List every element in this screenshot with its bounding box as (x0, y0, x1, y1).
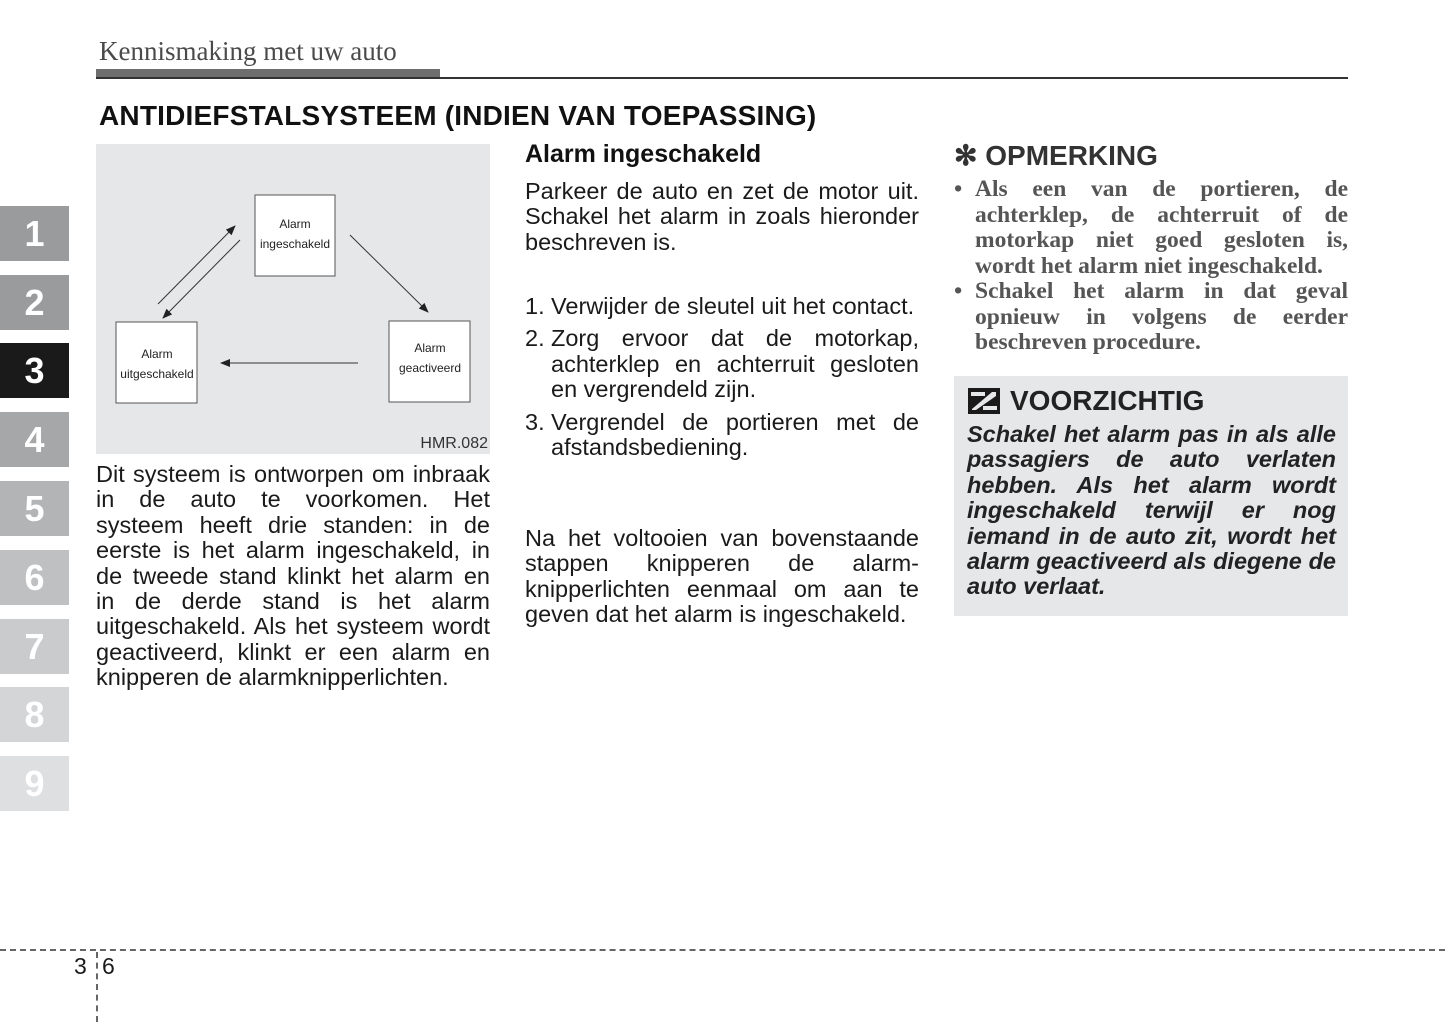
page-number: 6 (102, 953, 115, 979)
chapter-tab-label: 5 (24, 487, 45, 529)
note-heading (954, 139, 1158, 172)
state-triggered-line2: geactiveerd (398, 361, 462, 375)
note-item (954, 177, 1348, 279)
bullet-icon: • (954, 176, 963, 202)
state-box-on (255, 195, 335, 276)
chapter-tab-6[interactable] (0, 550, 69, 605)
step-number: 2. (525, 325, 545, 352)
chapter-tab-5[interactable] (0, 481, 69, 536)
chapter-tab-label: 1 (24, 212, 45, 254)
chapter-tab-label: 8 (24, 693, 45, 735)
caution-heading-text: VOORZICHTIG (1010, 385, 1205, 416)
state-off-line2: uitgeschakeld (120, 367, 194, 381)
step-number: 3. (525, 408, 545, 435)
alarm-on-outro: Na het voltooien van bovenstaande stappen knipperen de alarm-knipperlichten eenmaal om aan te geven dat het alarm is ingeschakeld. (525, 525, 919, 628)
header-rule (96, 77, 1348, 79)
arrow-on-to-triggered (350, 235, 428, 312)
chapter-tab-label: 2 (24, 281, 45, 323)
alarm-on-intro: Parkeer de auto en zet de motor uit. Schakel het alarm in zoals hieronder beschreven is. (525, 178, 919, 255)
note-item (954, 279, 1348, 356)
caution-text: Schakel het alarm pas in als alle passagiers de auto verlaten hebben. Als het alarm wordt ingeschakeld terwijl er nog iemand in de auto zit, wordt het alarm geactiveerd als diegene de auto verlaat. (967, 421, 1336, 600)
subsection-heading: Alarm ingeschakeld (525, 140, 762, 168)
arrow-on-to-off (163, 240, 240, 318)
intro-paragraph: Dit systeem is ontworpen om inbraak in de auto te voorkomen. Het systeem heeft drie standen: in de eerste is het alarm ingeschakeld, in de tweede stand klinkt het alarm en in de derde stand is het alarm uitgeschakeld. Als het systeem wordt geactiveerd, klinkt er een alarm en knipperen de alarmknipperlichten. (96, 461, 490, 691)
footer-rule (0, 949, 1445, 951)
state-box-off (116, 322, 197, 403)
state-cycle-graphic (96, 144, 490, 454)
chapter-tab-label: 3 (24, 349, 45, 391)
step-item (525, 410, 919, 461)
state-on-line2: ingeschakeld (259, 237, 331, 251)
caution-icon (968, 388, 1000, 414)
step-text: Vergrendel de portieren met de afstandsbediening. (551, 408, 919, 461)
step-text: Zorg ervoor dat de motorkap, achterklep en achterruit gesloten en vergrendeld zijn. (551, 325, 919, 403)
alarm-state-diagram (96, 144, 490, 454)
note-text: Als een van de portieren, de achterklep, de achterruit of de motorkap niet goed gesloten is, wordt het alarm niet ingeschakeld. (975, 176, 1348, 279)
chapter-tab-label: 7 (24, 625, 45, 667)
chapter-tab-label: 9 (24, 762, 45, 804)
chapter-tab-8[interactable] (0, 687, 69, 742)
arrow-off-to-on (158, 226, 235, 304)
caution-box (954, 376, 1348, 616)
bullet-icon: • (954, 278, 963, 304)
chapter-number: 3 (74, 953, 87, 979)
chapter-tab-9[interactable] (0, 756, 69, 811)
figure-code: HMR.082 (420, 435, 488, 452)
steps-list (525, 294, 919, 467)
chapter-tab-4[interactable] (0, 412, 69, 467)
chapter-tab-label: 4 (24, 418, 45, 460)
step-number: 1. (525, 293, 545, 319)
footer-divider (96, 952, 98, 1022)
state-off-line1: Alarm (141, 347, 173, 361)
chapter-tab-label: 6 (24, 556, 45, 598)
chapter-tab-2[interactable] (0, 275, 69, 330)
step-item (525, 294, 919, 319)
chapter-title: Kennismaking met uw auto (99, 36, 397, 66)
caution-heading (968, 385, 1204, 417)
state-on-line1: Alarm (279, 217, 311, 231)
step-item (525, 326, 919, 402)
chapter-tab-7[interactable] (0, 619, 69, 674)
note-list (954, 177, 1348, 356)
note-asterisk-icon: ✻ (954, 140, 978, 171)
note-text: Schakel het alarm in dat geval opnieuw in volgens de eerder beschreven procedure. (975, 278, 1348, 355)
state-triggered-line1: Alarm (414, 341, 446, 355)
section-title: ANTIDIEFSTALSYSTEEM (INDIEN VAN TOEPASSING) (99, 100, 817, 131)
chapter-tab-1[interactable] (0, 206, 69, 261)
chapter-tab-3[interactable] (0, 343, 69, 398)
note-heading-text: OPMERKING (985, 140, 1158, 171)
step-text: Verwijder de sleutel uit het contact. (551, 293, 915, 319)
